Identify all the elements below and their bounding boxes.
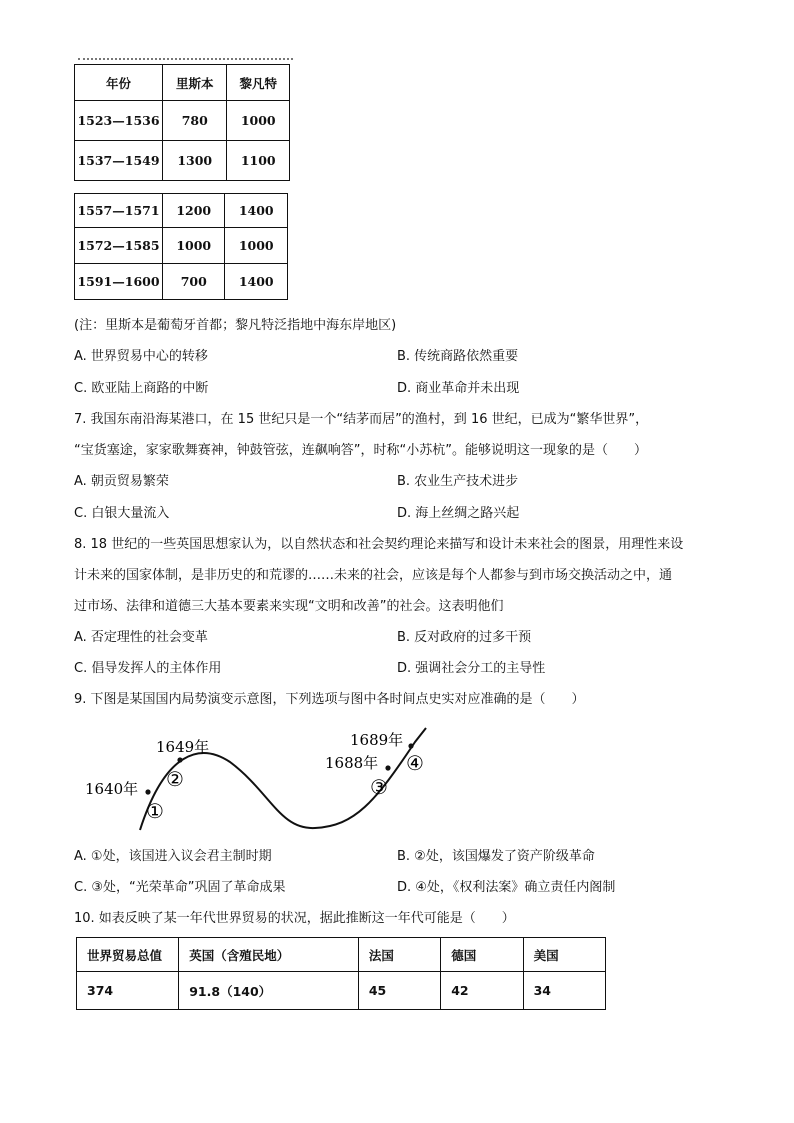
- cell-lisbon: 1200: [163, 194, 225, 228]
- q9-option-c: C. ③处，“光荣革命”巩固了革命成果: [74, 880, 286, 895]
- header-lisbon: 里斯本: [163, 65, 227, 101]
- q7-stem-line-2: “宝货塞途，家家歌舞赛神，钟鼓管弦，连飙响答”，时称“小苏杭”。能够说明这一现象的是（ ）: [74, 443, 647, 458]
- q8-stem-line-1: 8. 18 世纪的一些英国思想家认为，以自然状态和社会契约理论来描写和设计未来社会的图景，用理性来设: [74, 537, 684, 552]
- q7-option-d: D. 海上丝绸之路兴起: [397, 506, 520, 521]
- q6-option-a: A. 世界贸易中心的转移: [74, 349, 208, 364]
- header-britain: 英国（含殖民地）: [179, 938, 359, 972]
- q9-stem: 9. 下图是某国国内局势演变示意图，下列选项与图中各时间点史实对应准确的是（ ）: [74, 692, 585, 707]
- cell-france: 45: [358, 972, 440, 1010]
- table-row: [75, 194, 288, 228]
- q7-option-b: B. 农业生产技术进步: [397, 474, 519, 489]
- table-row: [75, 101, 290, 141]
- cell-year: 1591—1600: [75, 264, 163, 300]
- cell-year: 1557—1571: [75, 194, 163, 228]
- q7-option-a: A. 朝贡贸易繁荣: [74, 474, 169, 489]
- cell-lisbon: 780: [163, 101, 227, 141]
- header-year: 年份: [75, 65, 163, 101]
- cell-levant: 1000: [225, 228, 288, 264]
- q6-option-d: D. 商业革命并未出现: [397, 381, 520, 396]
- q9-option-d: D. ④处，《权利法案》确立责任内阁制: [397, 880, 616, 895]
- q8-stem-line-2: 计未来的国家体制，是非历史的和荒谬的……未来的社会，应该是每个人都参与到市场交换活动之中，通: [74, 568, 673, 583]
- point-1640: [145, 789, 150, 794]
- table-row: [75, 141, 290, 181]
- q10-stem: 10. 如表反映了某一年代世界贸易的状况，据此推断这一年代可能是（ ）: [74, 911, 515, 926]
- label-1689: 1689年: [350, 731, 404, 749]
- cell-britain: 91.8（140）: [179, 972, 359, 1010]
- q6-option-b: B. 传统商路依然重要: [397, 349, 519, 364]
- cropped-header-remnant: [78, 58, 293, 63]
- world-trade-table: [76, 937, 606, 1010]
- point-1688: [385, 765, 390, 770]
- q7-stem-line-1: 7. 我国东南沿海某港口，在 15 世纪只是一个“结茅而居”的渔村，到 16 世纪，已成为“繁华世界”，: [74, 412, 649, 427]
- cell-levant: 1100: [227, 141, 290, 181]
- q8-stem-line-3: 过市场、法律和道德三大基本要素来实现“文明和改善”的社会。这表明他们: [74, 599, 504, 614]
- cell-lisbon: 700: [163, 264, 225, 300]
- table-row: [75, 264, 288, 300]
- cell-year: 1537—1549: [75, 141, 163, 181]
- cell-lisbon: 1000: [163, 228, 225, 264]
- cell-levant: 1400: [225, 194, 288, 228]
- marker-4: ④: [406, 751, 424, 775]
- q8-option-d: D. 强调社会分工的主导性: [397, 661, 546, 676]
- table-row: [75, 228, 288, 264]
- cell-year: 1572—1585: [75, 228, 163, 264]
- marker-1: ①: [146, 799, 164, 823]
- cell-world-total: 374: [77, 972, 179, 1010]
- header-france: 法国: [358, 938, 440, 972]
- header-usa: 美国: [523, 938, 605, 972]
- q6-option-c: C. 欧亚陆上商路的中断: [74, 381, 209, 396]
- marker-3: ③: [370, 775, 388, 799]
- header-world-total: 世界贸易总值: [77, 938, 179, 972]
- q9-option-a: A. ①处，该国进入议会君主制时期: [74, 849, 272, 864]
- label-1688: 1688年: [325, 754, 379, 772]
- trade-table-top: [74, 64, 290, 181]
- point-1649: [177, 757, 182, 762]
- cell-levant: 1000: [227, 101, 290, 141]
- marker-2: ②: [166, 767, 184, 791]
- table-header-row: [75, 65, 290, 101]
- q8-option-c: C. 倡导发挥人的主体作用: [74, 661, 222, 676]
- cell-lisbon: 1300: [163, 141, 227, 181]
- q9-option-b: B. ②处，该国爆发了资产阶级革命: [397, 849, 595, 864]
- header-germany: 德国: [441, 938, 523, 972]
- q8-option-b: B. 反对政府的过多干预: [397, 630, 532, 645]
- label-1640: 1640年: [85, 780, 139, 798]
- cell-usa: 34: [523, 972, 605, 1010]
- cell-germany: 42: [441, 972, 523, 1010]
- q8-option-a: A. 否定理性的社会变革: [74, 630, 208, 645]
- q7-option-c: C. 白银大量流入: [74, 506, 170, 521]
- point-1689: [408, 743, 413, 748]
- table-header-row: [77, 938, 606, 972]
- table-row: [77, 972, 606, 1010]
- cell-levant: 1400: [225, 264, 288, 300]
- label-1649: 1649年: [156, 738, 210, 756]
- trade-table-bottom: [74, 193, 288, 300]
- header-levant: 黎凡特: [227, 65, 290, 101]
- cell-year: 1523—1536: [75, 101, 163, 141]
- table-note: (注：里斯本是葡萄牙首都；黎凡特泛指地中海东岸地区): [74, 318, 397, 333]
- political-trend-diagram: [70, 722, 450, 842]
